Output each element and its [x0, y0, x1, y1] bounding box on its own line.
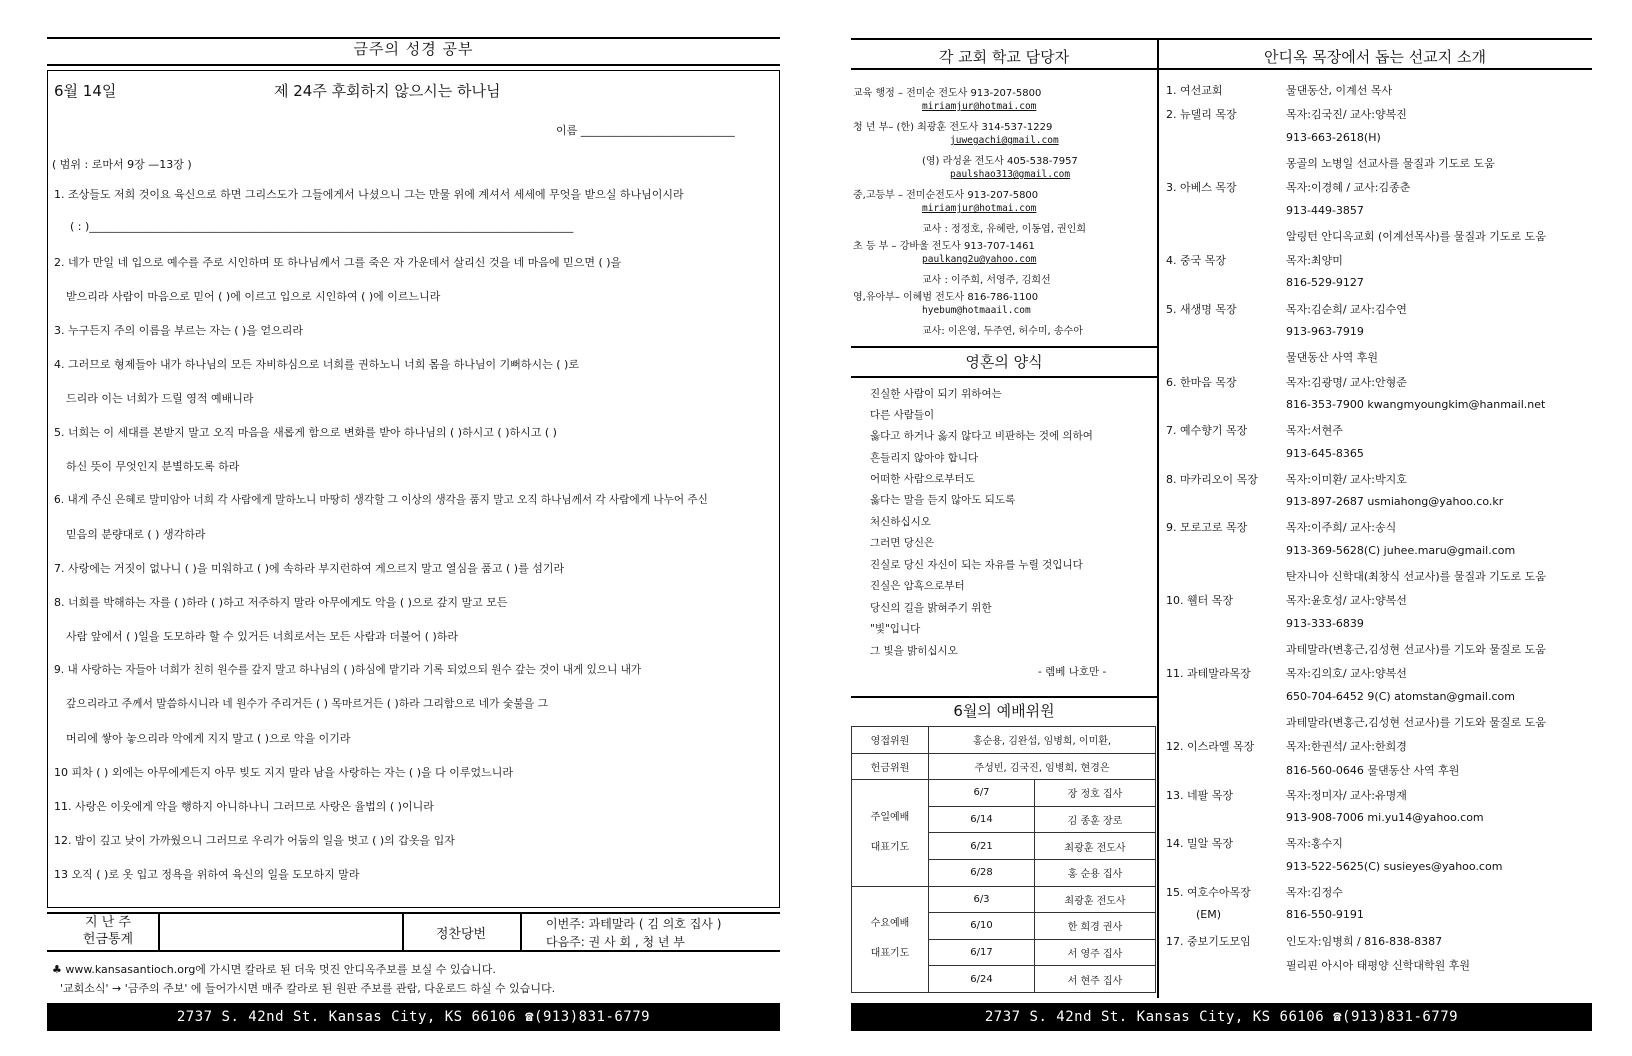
left-footer-address: 2737 S. 42nd St. Kansas City, KS 66106 ☎(913)831-6779: [47, 1003, 780, 1031]
poem-line: 진실은 암흑으로부터: [870, 580, 965, 592]
this-week-duty: 이번주: 과테말라 ( 김 의호 집사 ): [546, 917, 722, 931]
mission-detail: 816-353-7900 kwangmyoungkim@hanmail.net: [1286, 398, 1546, 411]
prayer-name: 장 정호 집사: [1035, 780, 1156, 807]
staff-email[interactable]: miriamjur@hotmai.com: [922, 101, 1037, 112]
question-line: 갚으리라고 주께서 말씀하시니라 네 원수가 주리거든 ( ) 목마르거든 ( )하라 그리함으로 네가 숯불을 그: [66, 697, 549, 710]
prayer-date: 6/7: [929, 780, 1035, 807]
poem-line: 다른 사람들이: [870, 409, 935, 421]
prayer-name: 김 종훈 장로: [1035, 806, 1156, 833]
mission-detail: 물댄동산 사역 후원: [1286, 351, 1379, 364]
mission-detail: 816-550-9191: [1286, 908, 1364, 921]
mission-detail: 목자:이미환/ 교사:박지호: [1286, 473, 1407, 486]
mission-detail: 목자:김정수: [1286, 886, 1343, 899]
mission-group-name: 7. 예수향기 목장: [1166, 424, 1248, 437]
mission-detail: 913-645-8365: [1286, 447, 1364, 460]
mission-detail: 913-369-5628(C) juhee.maru@gmail.com: [1286, 544, 1516, 557]
poem-line: 진실로 당신 자신이 되는 자유를 누릴 것입니다: [870, 559, 1083, 571]
lesson-title: 제 24주 후회하지 않으시는 하나님: [274, 82, 501, 100]
table-row: [852, 780, 1156, 807]
mission-detail: 913-908-7006 mi.yu14@yahoo.com: [1286, 811, 1484, 824]
question-line: 5. 너희는 이 세대를 본받지 말고 오직 마음을 새롭게 함으로 변화를 받아 하나님의 ( )하시고 ( )하시고 ( ): [54, 426, 557, 439]
staff-line: 영,유아부– 이혜범 전도사 816-786-1100: [853, 292, 1039, 303]
worship-committee-table: [851, 726, 1156, 993]
mission-detail: 목자:한권석/ 교사:한희경: [1286, 740, 1407, 753]
prayer-name: 한 희경 권사: [1035, 913, 1156, 940]
mission-detail: 816-560-0646 물댄동산 사역 후원: [1286, 764, 1460, 777]
staff-email[interactable]: paulshao313@gmail.com: [950, 169, 1071, 180]
mission-detail: 913-963-7919: [1286, 325, 1364, 338]
prayer-name: 홍 순용 집사: [1035, 859, 1156, 886]
prayer-name: 최광훈 전도사: [1035, 886, 1156, 913]
staff-title: 각 교회 학교 담당자: [938, 48, 1070, 66]
mission-group-name: 2. 뉴델리 목장: [1166, 108, 1237, 121]
mission-detail: 몽골의 노병일 선교사를 물질과 기도로 도움: [1286, 157, 1495, 170]
bulletin-notice: '교회소식' → '금주의 주보' 에 들어가시면 매주 칼라로 된 원판 주보를 관람, 다운로드 하실 수 있습니다.: [60, 982, 556, 995]
mission-group-name: 12. 이스라엘 목장: [1166, 740, 1255, 753]
prayer-name: 서 영주 집사: [1035, 939, 1156, 966]
question-line: 7. 사랑에는 거짓이 없나니 ( )을 미워하고 ( )에 속하라 부지런하여 게으르지 말고 열심을 품고 ( )를 섬기라: [54, 562, 565, 575]
mission-detail: 물댄동산, 이계선 목사: [1286, 84, 1393, 97]
poem-line: 처신하십시오: [870, 516, 931, 528]
question-line: 12. 밤이 깊고 낮이 가까웠으니 그러므로 우리가 어둠의 일을 벗고 ( )의 갑옷을 입자: [54, 834, 455, 847]
missions-title: 안디옥 목장에서 돕는 선교지 소개: [1264, 48, 1486, 66]
poem-line: 옳다고 하거나 옳지 않다고 비판하는 것에 의하여: [870, 430, 1093, 442]
right-footer-address: 2737 S. 42nd St. Kansas City, KS 66106 ☎(913)831-6779: [851, 1003, 1592, 1031]
staff-line: (영) 라성윤 전도사 405-538-7957: [922, 156, 1078, 167]
poem-line: 그 빛을 밝히십시오: [870, 645, 958, 657]
question-line: 13 오직 ( )로 옷 입고 정욕을 위하여 육신의 일을 도모하지 말라: [54, 868, 360, 881]
offering-label: 지 난 주 헌금통계: [82, 915, 134, 947]
mission-detail: 목자:홍수지: [1286, 837, 1343, 850]
staff-line: 초 등 부 – 강바울 전도사 913-707-1461: [853, 241, 1035, 252]
mission-detail: 650-704-6452 9(C) atomstan@gmail.com: [1286, 690, 1515, 703]
poem-author: - 렘베 나호만 -: [1038, 666, 1107, 678]
poem-line: 당신의 길을 밝혀주기 위한: [870, 602, 992, 614]
mission-detail: 목자:정미자/ 교사:유명재: [1286, 789, 1407, 802]
poem-line: 흔들리지 않아야 합니다: [870, 452, 979, 464]
mission-detail: 913-449-3857: [1286, 204, 1364, 217]
mission-detail: 목자:이경혜 / 교사:김종춘: [1286, 181, 1411, 194]
prayer-name: 최광훈 전도사: [1035, 833, 1156, 860]
mission-detail: 필리핀 아시아 태평양 신학대학원 후원: [1286, 959, 1471, 972]
mission-group-name: 13. 네팔 목장: [1166, 789, 1233, 802]
staff-line: 교육 행정 – 전미순 전도사 913-207-5800: [853, 88, 1042, 99]
mission-detail: 913-522-5625(C) susieyes@yahoo.com: [1286, 860, 1503, 873]
mission-group-name: 8. 마카리오이 목장: [1166, 473, 1258, 486]
mission-detail: 인도자:임병희 / 816-838-8387: [1286, 935, 1443, 948]
table-row: [852, 886, 1156, 913]
mission-group-name: 11. 과테말라목장: [1166, 667, 1251, 680]
prayer-date: 6/17: [929, 939, 1035, 966]
staff-email[interactable]: paulkang2u@yahoo.com: [922, 254, 1037, 265]
worship-title: 6월의 예배위원: [953, 702, 1055, 720]
prayer-date: 6/14: [929, 806, 1035, 833]
mission-group-name: (EM): [1196, 908, 1222, 921]
staff-email[interactable]: miriamjur@hotmai.com: [922, 203, 1037, 214]
mission-detail: 816-529-9127: [1286, 276, 1364, 289]
question-line: 하신 뜻이 무엇인지 분별하도록 하라: [66, 460, 240, 473]
mission-detail: 과테말라(변홍근,김성현 선교사)를 기도와 물질로 도움: [1286, 716, 1546, 729]
wednesday-prayer-label: 수요예배 대표기도: [852, 886, 929, 992]
poem-line: "빛"입니다: [870, 623, 921, 635]
staff-line: 교사 : 정정호, 유혜란, 이동엽, 권인희: [922, 224, 1087, 235]
mission-group-name: 15. 여호수아목장: [1166, 886, 1251, 899]
mission-detail: 탄자니아 신학대(최창식 선교사)를 물질과 기도로 도움: [1286, 570, 1546, 583]
staff-line: 교사 : 이주희, 서영주, 김희선: [922, 275, 1051, 286]
staff-email[interactable]: juwegachi@gmail.com: [950, 135, 1059, 146]
poem-line: 어떠한 사람으로부터도: [870, 473, 975, 485]
usher-value: 홍순용, 김완섭, 임병희, 이미환,: [929, 727, 1156, 754]
answer-line[interactable]: ( : )________________________________________________________________________________________: [70, 220, 574, 233]
mission-detail: 목자:김광명/ 교사:안형준: [1286, 376, 1407, 389]
table-row: [852, 753, 1156, 780]
mission-group-name: 3. 아베스 목장: [1166, 181, 1237, 194]
mission-group-name: 9. 모로고로 목장: [1166, 521, 1248, 534]
question-line: 믿음의 분량대로 ( ) 생각하라: [66, 528, 206, 541]
table-row: [852, 727, 1156, 754]
question-line: 받으리라 사람이 마음으로 믿어 ( )에 이르고 입으로 시인하여 ( )에 이르느니라: [66, 290, 441, 303]
website-notice: ♣ www.kansasantioch.org에 가시면 칼라로 된 더욱 멋진 안디옥주보를 보실 수 있습니다.: [52, 963, 496, 976]
offering-committee-label: 헌금위원: [852, 753, 929, 780]
question-line: 9. 내 사랑하는 자들아 너희가 친히 원수를 갚지 말고 하나님의 ( )하심에 맡기라 기록 되었으되 원수 갚는 것이 내게 있으니 내가: [54, 664, 642, 676]
question-line: 10 피차 ( ) 외에는 아무에게든지 아무 빚도 지지 말라 남을 사랑하는 자는 ( )을 다 이루었느니라: [54, 766, 514, 779]
mission-detail: 목자:김국진/ 교사:양복진: [1286, 108, 1407, 121]
next-week-duty: 다음주: 권 사 회 , 청 년 부: [546, 935, 685, 949]
mission-group-name: 4. 중국 목장: [1166, 254, 1226, 267]
mission-detail: 913-663-2618(H): [1286, 131, 1381, 144]
poem-line: 진실한 사람이 되기 위하여는: [870, 388, 1002, 400]
staff-line: 교사: 이은영, 두주연, 허수미, 송수아: [922, 326, 1083, 337]
question-line: 2. 네가 만일 네 입으로 예수를 주로 시인하며 또 하나님께서 그를 죽은 자 가운데서 살리신 것을 네 마음에 믿으면 ( )을: [54, 256, 622, 269]
mission-detail: 목자:김순희/ 교사:김수연: [1286, 303, 1407, 316]
praise-duty-label: 정찬당번: [435, 927, 487, 942]
poem-line: 옳다는 말을 듣지 않아도 되도록: [870, 494, 1016, 506]
staff-line: 청 년 부– (한) 최광훈 전도사 314-537-1229: [853, 122, 1053, 133]
mission-detail: 목자:이주희/ 교사:송식: [1286, 521, 1397, 534]
mission-group-name: 5. 새생명 목장: [1166, 303, 1237, 316]
lesson-date: 6월 14일: [54, 82, 117, 100]
question-line: 11. 사랑은 이웃에게 악을 행하지 아니하나니 그러므로 사랑은 율법의 ( )이니라: [54, 800, 434, 813]
prayer-date: 6/28: [929, 859, 1035, 886]
question-line: 드리라 이는 너희가 드릴 영적 예배니라: [66, 392, 254, 405]
mission-detail: 목자:최양미: [1286, 254, 1343, 267]
question-line: 6. 내게 주신 은혜로 말미암아 너희 각 사람에게 말하노니 마땅히 생각할 그 이상의 생각을 품지 말고 오직 하나님께서 각 사람에게 나누어 주신: [54, 494, 708, 506]
question-line: 1. 조상들도 저희 것이요 육신으로 하면 그리스도가 그들에게서 나셨으니 그는 만물 위에 계셔서 세세에 무엇을 받으실 하나님이시라: [54, 188, 684, 201]
mission-detail: 알링턴 안디옥교회 (이계선목사)를 물질과 기도로 도움: [1286, 230, 1546, 243]
mission-group-name: 17. 중보기도모임: [1166, 935, 1251, 948]
question-line: 3. 누구든지 주의 이름을 부르는 자는 ( )을 얻으리라: [54, 324, 303, 337]
question-line: 8. 너희를 박해하는 자를 ( )하라 ( )하고 저주하지 말라 아무에게도 악을 ( )으로 갚지 말고 모든: [54, 596, 508, 609]
staff-email[interactable]: hyebum@hotmaail.com: [922, 305, 1031, 316]
mission-group-name: 6. 한마음 목장: [1166, 376, 1237, 389]
prayer-date: 6/3: [929, 886, 1035, 913]
poem-title: 영혼의 양식: [965, 353, 1043, 371]
prayer-date: 6/21: [929, 833, 1035, 860]
poem-line: 그러면 당신은: [870, 537, 935, 549]
sunday-prayer-label: 주일예배 대표기도: [852, 780, 929, 886]
prayer-date: 6/24: [929, 966, 1035, 993]
question-line: 4. 그러므로 형제들아 내가 하나님의 모든 자비하심으로 너희를 권하노니 너희 몸을 하나님이 기뻐하시는 ( )로: [54, 358, 579, 371]
prayer-date: 6/10: [929, 913, 1035, 940]
question-line: 머리에 쌓아 놓으리라 악에게 지지 말고 ( )으로 악을 이기라: [66, 732, 351, 745]
bible-study-title: 금주의 성경 공부: [353, 40, 474, 58]
mission-detail: 913-897-2687 usmiahong@yahoo.co.kr: [1286, 495, 1504, 508]
mission-detail: 목자:윤호성/ 교사:양복선: [1286, 594, 1407, 607]
name-field[interactable]: 이름 ____________________________: [556, 124, 735, 137]
mission-detail: 과테말라(변홍근,김성현 선교사)를 기도와 물질로 도움: [1286, 643, 1546, 656]
mission-detail: 목자:김의호/ 교사:양복선: [1286, 667, 1407, 680]
mission-group-name: 1. 여선교회: [1166, 84, 1223, 97]
prayer-name: 서 현주 집사: [1035, 966, 1156, 993]
offering-committee-value: 주성빈, 김국진, 임병희, 현경은: [929, 753, 1156, 780]
mission-group-name: 14. 밀알 목장: [1166, 837, 1233, 850]
mission-detail: 목자:서현주: [1286, 424, 1343, 437]
mission-group-name: 10. 웰터 목장: [1166, 594, 1233, 607]
usher-label: 영접위원: [852, 727, 929, 754]
mission-detail: 913-333-6839: [1286, 617, 1364, 630]
staff-line: 중,고등부 – 전미순전도사 913-207-5800: [853, 190, 1039, 201]
question-line: 사람 앞에서 ( )일을 도모하라 할 수 있거든 너희로서는 모든 사람과 더불어 ( )하라: [66, 630, 459, 643]
scripture-range: ( 범위 : 로마서 9장 —13장 ): [52, 158, 192, 171]
